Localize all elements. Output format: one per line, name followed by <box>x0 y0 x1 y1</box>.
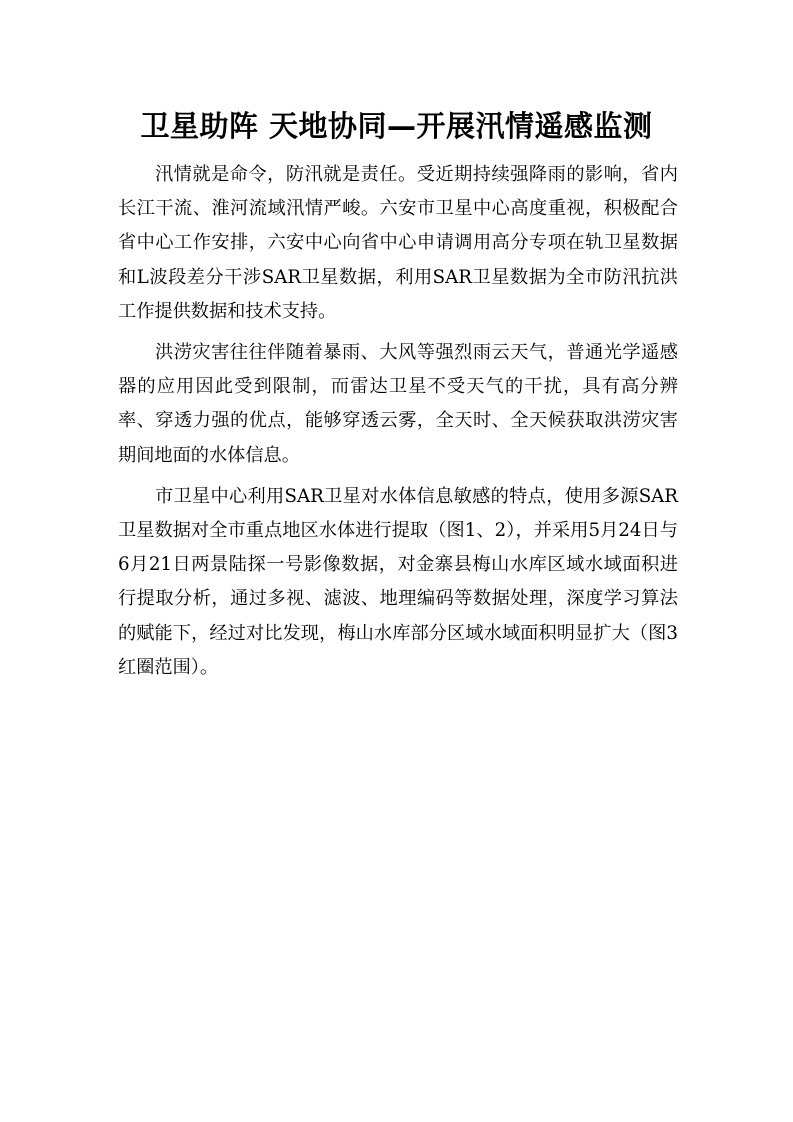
paragraph-radar-advantages: 洪涝灾害往往伴随着暴雨、大风等强烈雨云天气，普通光学遥感器的应用因此受到限制，而雷达卫星不受天气的干扰，具有高分辨率、穿透力强的优点，能够穿透云雾，全天时、全天候获取洪涝灾害期间地面的水体信息。 <box>118 342 678 466</box>
document-title: 卫星助阵 天地协同—开展汛情遥感监测 <box>140 109 653 143</box>
document-body <box>118 158 678 692</box>
paragraph-flood-command: 汛情就是命令，防汛就是责任。受近期持续强降雨的影响，省内长江干流、淮河流域汛情严峻。六安市卫星中心高度重视，积极配合省中心工作安排，六安中心向省中心申请调用高分专项在轨卫星数据和L波段差分干涉SAR卫星数据，利用SAR卫星数据为全市防汛抗洪工作提供数据和技术支持。 <box>118 164 678 322</box>
paragraph-meishan-reservoir-analysis: 市卫星中心利用SAR卫星对水体信息敏感的特点，使用多源SAR卫星数据对全市重点地区水体进行提取（图1、2），并采用5月24日与6月21日两景陆探一号影像数据，对金寨县梅山水库区域水域面积进行提取分析，通过多视、滤波、地理编码等数据处理，深度学习算法的赋能下，经过对比发现，梅山水库部分区域水域面积明显扩大（图3红圈范围）。 <box>118 485 678 678</box>
